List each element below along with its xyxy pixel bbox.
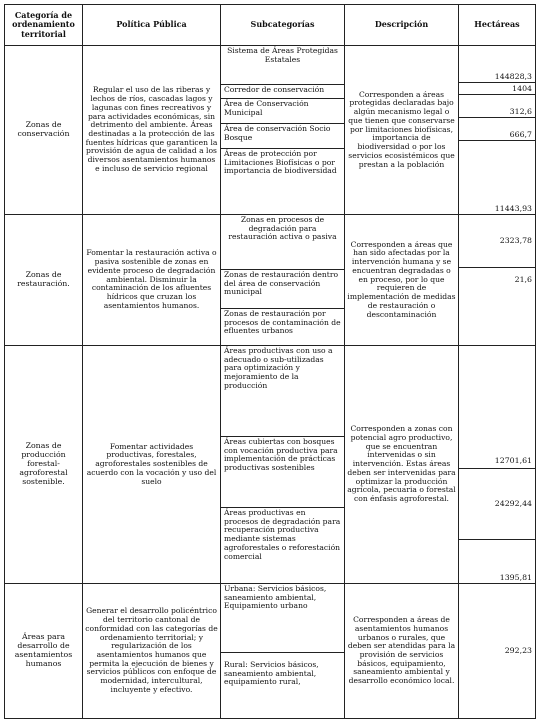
descripcion-cell: Corresponden a áreas que han sido afectadas por la intervención humana y se encuentran degradadas o en proceso, por lo que requieren de implementación de medidas de restauración o descontaminación	[345, 215, 459, 346]
politica-cell: Fomentar la restauración activa o pasiva sostenible de zonas en evidente proceso de degradación ambiental. Disminuir la contaminación de los afluentes hídricos que cruzan los asentamientos humanos.	[83, 215, 221, 346]
subcategoria-item: Urbana: Servicios básicos, saneamiento ambiental, Equipamiento urbano	[221, 584, 344, 653]
subcategorias-cell	[221, 584, 345, 719]
table-header-row	[5, 5, 536, 46]
hectareas-value: 21,6	[514, 275, 532, 284]
subcategoria-item: Zonas en procesos de degradación para restauración activa o pasiva	[221, 215, 344, 270]
subcategorias-cell	[221, 346, 345, 584]
subcategorias-cell	[221, 215, 345, 346]
hectareas-value: 312,6	[459, 95, 535, 118]
categoria-cell: Zonas de conservación	[5, 46, 83, 215]
subcategoria-item: Área de conservación Socio Bosque	[221, 124, 344, 149]
categoria-cell: Zonas de producción forestal-agroforestal sostenible.	[5, 346, 83, 584]
hectareas-value: 24292,44	[459, 469, 535, 540]
politica-cell: Fomentar actividades productivas, forestales, agroforestales sostenibles de acuerdo con la vocación y uso del suelo	[83, 346, 221, 584]
table-row	[5, 215, 536, 346]
header-categoria: Categoría de ordenamiento territorial	[5, 5, 83, 46]
subcategoria-item: Áreas cubiertas con bosques con vocación productiva para implementación de prácticas productivas sostenibles	[221, 437, 344, 508]
hectareas-cell	[459, 346, 536, 584]
table-row	[5, 46, 536, 215]
subcategoria-item: Corredor de conservación	[221, 85, 344, 99]
subcategoria-item: Zonas de restauración por procesos de contaminación de efluentes urbanos	[224, 309, 341, 336]
subcategoria-item: Áreas productivas con uso a adecuado o sub-utilizadas para optimización y mejoramiento de la producción	[221, 346, 344, 437]
table-row	[5, 346, 536, 584]
territorial-planning-table	[4, 4, 536, 719]
subcategoria-item: Zonas de restauración dentro del área de conservación municipal	[221, 270, 344, 309]
header-hectareas: Hectáreas	[459, 5, 536, 46]
hectareas-value: 144828,3	[459, 46, 535, 83]
hectareas-value: 2323,78	[459, 215, 535, 268]
hectareas-value: 12701,61	[459, 346, 535, 469]
hectareas-cell	[459, 215, 536, 346]
header-politica: Política Pública	[83, 5, 221, 46]
subcategoria-item: Áreas de protección por Limitaciones Biofísicas o por importancia de biodiversidad	[224, 149, 337, 176]
header-subcategorias: Subcategorías	[221, 5, 345, 46]
table-row	[5, 584, 536, 719]
hectareas-value: 292,23	[459, 584, 536, 719]
subcategoria-item: Rural: Servicios básicos, saneamiento ambiental, equipamiento rural,	[224, 660, 319, 687]
politica-cell: Generar el desarrollo policéntrico del territorio cantonal de conformidad con las categorías de ordenamiento territorial; y regularización de los asentamientos humanos que permita la ejecución de bienes y servicios públicos con enfoque de modernidad, intercultural, incluyente y efectivo.	[83, 584, 221, 719]
categoria-cell: Áreas para desarrollo de asentamientos humanos	[5, 584, 83, 719]
categoria-cell: Zonas de restauración.	[5, 215, 83, 346]
subcategoria-item: Sistema de Áreas Protegidas Estatales	[221, 46, 344, 85]
hectareas-cell	[459, 46, 536, 215]
hectareas-value: 1404	[459, 83, 535, 95]
hectareas-value: 11443,93	[494, 204, 532, 214]
politica-cell: Regular el uso de las riberas y lechos de ríos, cascadas lagos y lagunas con fines recreativos y para actividades económicas, sin detrimento del ambiente. Áreas destinadas a la protección de las fuentes hídricas que garanticen la provisión de agua de calidad a los diversos asentamientos humanos e incluso de servicio regional	[83, 46, 221, 215]
subcategorias-cell	[221, 46, 345, 215]
header-descripcion: Descripción	[345, 5, 459, 46]
subcategoria-item: Áreas productivas en procesos de degradación para recuperación productiva mediante sistemas agroforestales o reforestación comercial	[224, 508, 341, 561]
hectareas-value: 1395,81	[499, 573, 532, 583]
subcategoria-item: Área de Conservación Municipal	[221, 99, 344, 124]
descripcion-cell: Corresponden a áreas de asentamientos humanos urbanos o rurales, que deben ser atendidas para la provisión de servicios básicos, equipamiento, saneamiento ambiental y desarrollo económico local.	[345, 584, 459, 719]
hectareas-value: 666,7	[459, 118, 535, 141]
descripcion-cell: Corresponden a áreas protegidas declaradas bajo algún mecanismo legal o que tienen que conservarse por limitaciones biofísicas, importancia de biodiversidad o por los servicios ecosistémicos que prestan a la población	[345, 46, 459, 215]
descripcion-cell: Corresponden a zonas con potencial agro productivo, que se encuentran intervenidas o sin intervención. Estas áreas deben ser intervenidas para optimizar la producción agrícola, pecuaria o forestal con énfasis agroforestal.	[345, 346, 459, 584]
